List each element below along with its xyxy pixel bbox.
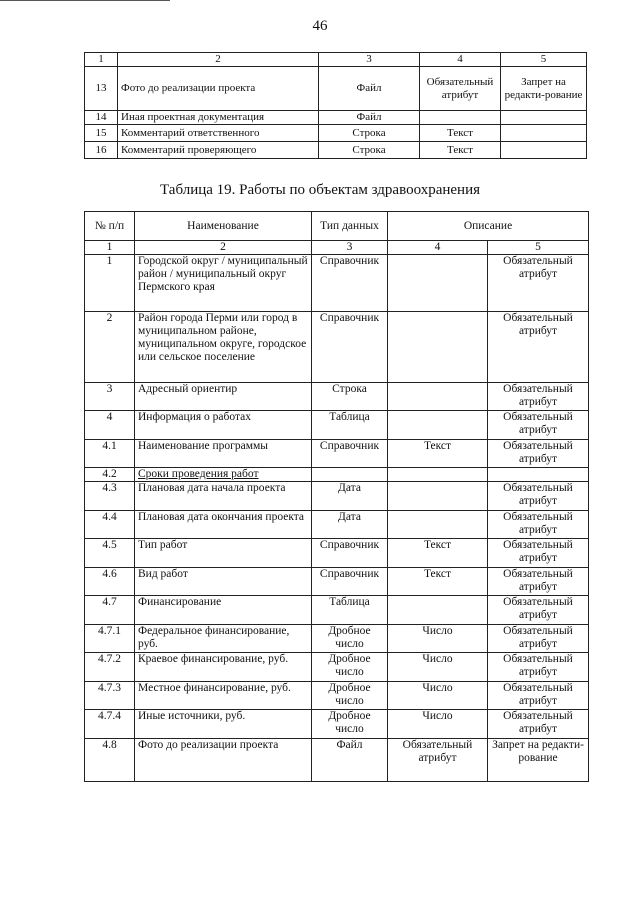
row-number: 4.4	[85, 511, 135, 539]
row-extra: Обязательный атрибут	[488, 511, 589, 539]
row-description	[388, 511, 488, 539]
page-number: 46	[312, 18, 328, 34]
row-type: Дата	[312, 511, 388, 539]
table-row	[85, 111, 587, 125]
row-extra: Обязательный атрибут	[488, 653, 589, 682]
row-name: Вид работ	[135, 568, 312, 596]
row-extra	[501, 125, 587, 142]
row-extra	[501, 142, 587, 159]
table-row	[85, 568, 589, 596]
table-row	[85, 142, 587, 159]
row-extra: Обязательный атрибут	[488, 710, 589, 739]
row-type: Дробное число	[312, 625, 388, 653]
row-name: Иные источники, руб.	[135, 710, 312, 739]
row-description: Текст	[420, 125, 501, 142]
table-row	[85, 710, 589, 739]
row-number: 4.5	[85, 539, 135, 568]
row-description: Число	[388, 625, 488, 653]
col-number: 2	[135, 241, 312, 255]
row-type: Файл	[312, 739, 388, 782]
works-table	[84, 211, 589, 782]
row-extra: Обязательный атрибут	[488, 625, 589, 653]
row-extra: Обязательный атрибут	[488, 682, 589, 710]
row-extra	[501, 111, 587, 125]
row-extra: Обязательный атрибут	[488, 539, 589, 568]
table-row	[85, 739, 589, 782]
row-type: Строка	[319, 142, 420, 159]
table-header-row	[85, 212, 589, 241]
col-number: 3	[319, 53, 420, 67]
table-number-row	[85, 53, 587, 67]
row-number: 4.7.2	[85, 653, 135, 682]
row-number: 4.2	[85, 468, 135, 482]
col-number: 1	[85, 53, 118, 67]
col-number: 5	[501, 53, 587, 67]
table-row	[85, 511, 589, 539]
row-name: Адресный ориентир	[135, 383, 312, 411]
row-description: Число	[388, 653, 488, 682]
row-name: Местное финансирование, руб.	[135, 682, 312, 710]
table-row	[85, 653, 589, 682]
row-extra: Обязательный атрибут	[488, 596, 589, 625]
row-number: 4.7	[85, 596, 135, 625]
row-name: Федеральное финансирование, руб.	[135, 625, 312, 653]
row-number: 4.7.3	[85, 682, 135, 710]
row-type: Дробное число	[312, 653, 388, 682]
row-name: Краевое финансирование, руб.	[135, 653, 312, 682]
row-description: Текст	[420, 142, 501, 159]
row-type: Таблица	[312, 411, 388, 440]
row-type: Справочник	[312, 255, 388, 312]
table-row	[85, 255, 589, 312]
row-number: 4.1	[85, 440, 135, 468]
row-number: 16	[85, 142, 118, 159]
top-border-line	[0, 0, 170, 1]
row-description: Число	[388, 682, 488, 710]
row-extra: Обязательный атрибут	[488, 383, 589, 411]
row-extra: Обязательный атрибут	[488, 312, 589, 383]
row-description	[388, 596, 488, 625]
row-type: Файл	[319, 111, 420, 125]
row-description	[388, 482, 488, 511]
row-type: Таблица	[312, 596, 388, 625]
table-number-row	[85, 241, 589, 255]
header-description: Описание	[388, 212, 589, 241]
row-name: Район города Перми или город в муниципальном районе, муниципальном округе, городское или сельское поселение	[135, 312, 312, 383]
continuation-table	[84, 52, 587, 159]
row-extra: Запрет на редакти-рование	[488, 739, 589, 782]
row-type: Дробное число	[312, 710, 388, 739]
row-description: Обязательный атрибут	[388, 739, 488, 782]
table-row	[85, 539, 589, 568]
row-type: Файл	[319, 67, 420, 111]
row-description: Число	[388, 710, 488, 739]
row-name: Плановая дата начала проекта	[135, 482, 312, 511]
row-number: 1	[85, 255, 135, 312]
row-extra: Обязательный атрибут	[488, 440, 589, 468]
col-number: 1	[85, 241, 135, 255]
table-row	[85, 411, 589, 440]
row-number: 15	[85, 125, 118, 142]
table-row	[85, 125, 587, 142]
row-number: 4.7.1	[85, 625, 135, 653]
row-description: Обязательный атрибут	[420, 67, 501, 111]
row-number: 2	[85, 312, 135, 383]
row-type: Справочник	[312, 440, 388, 468]
row-type: Строка	[312, 383, 388, 411]
table-row	[85, 468, 589, 482]
table-row	[85, 440, 589, 468]
header-name: Наименование	[135, 212, 312, 241]
row-name: Городской округ / муниципальный район / муниципальный округ Пермского края	[135, 255, 312, 312]
row-extra: Обязательный атрибут	[488, 411, 589, 440]
row-name: Комментарий ответственного	[118, 125, 319, 142]
row-type: Дата	[312, 482, 388, 511]
table-row	[85, 67, 587, 111]
row-name: Наименование программы	[135, 440, 312, 468]
col-number: 2	[118, 53, 319, 67]
row-number: 4.6	[85, 568, 135, 596]
row-name: Фото до реализации проекта	[135, 739, 312, 782]
row-number: 3	[85, 383, 135, 411]
row-description	[388, 255, 488, 312]
row-description	[388, 312, 488, 383]
row-name: Комментарий проверяющего	[118, 142, 319, 159]
row-extra: Обязательный атрибут	[488, 255, 589, 312]
row-extra	[488, 468, 589, 482]
row-name: Плановая дата окончания проекта	[135, 511, 312, 539]
row-number: 4.7.4	[85, 710, 135, 739]
row-name: Информация о работах	[135, 411, 312, 440]
row-name: Финансирование	[135, 596, 312, 625]
header-number: № п/п	[85, 212, 135, 241]
row-description: Текст	[388, 539, 488, 568]
table-row	[85, 596, 589, 625]
row-type	[312, 468, 388, 482]
row-type: Справочник	[312, 312, 388, 383]
row-extra: Запрет на редакти-рование	[501, 67, 587, 111]
table-title: Таблица 19. Работы по объектам здравоохранения	[160, 182, 480, 198]
row-description	[420, 111, 501, 125]
row-description: Текст	[388, 440, 488, 468]
row-number: 4.8	[85, 739, 135, 782]
table-row	[85, 383, 589, 411]
row-number: 13	[85, 67, 118, 111]
row-type: Дробное число	[312, 682, 388, 710]
row-extra: Обязательный атрибут	[488, 482, 589, 511]
table-row	[85, 625, 589, 653]
row-number: 4.3	[85, 482, 135, 511]
table-row	[85, 312, 589, 383]
row-name: Тип работ	[135, 539, 312, 568]
row-name: Сроки проведения работ	[135, 468, 312, 482]
row-description	[388, 468, 488, 482]
col-number: 4	[420, 53, 501, 67]
row-description	[388, 383, 488, 411]
row-name: Фото до реализации проекта	[118, 67, 319, 111]
table-row	[85, 682, 589, 710]
row-description: Текст	[388, 568, 488, 596]
header-type: Тип данных	[312, 212, 388, 241]
table-row	[85, 482, 589, 511]
row-number: 14	[85, 111, 118, 125]
row-type: Строка	[319, 125, 420, 142]
row-extra: Обязательный атрибут	[488, 568, 589, 596]
col-number: 4	[388, 241, 488, 255]
row-name: Иная проектная документация	[118, 111, 319, 125]
row-type: Справочник	[312, 539, 388, 568]
col-number: 3	[312, 241, 388, 255]
row-description	[388, 411, 488, 440]
col-number: 5	[488, 241, 589, 255]
row-type: Справочник	[312, 568, 388, 596]
row-number: 4	[85, 411, 135, 440]
